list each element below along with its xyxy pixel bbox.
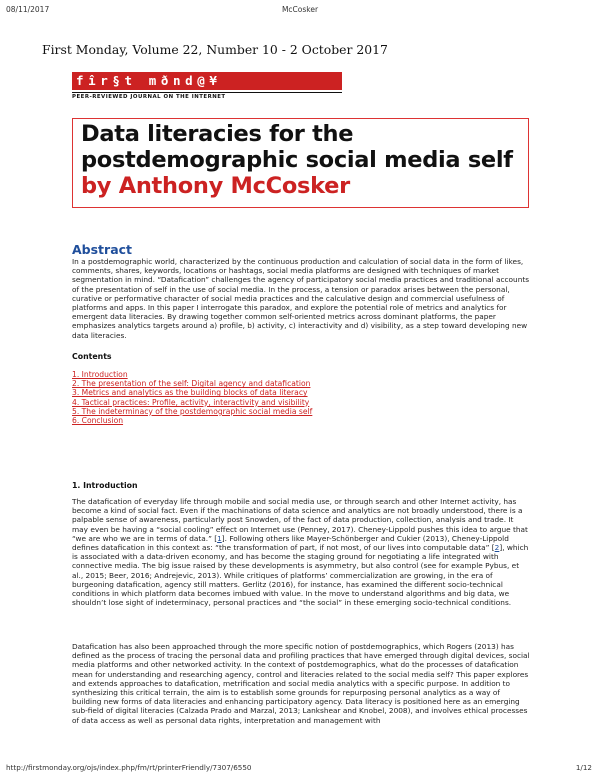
contents-list [72, 370, 312, 425]
abstract-text: In a postdemographic world, characterized by the continuous production and calculation of social data in the form of likes, comments, shares, keywords, locations or hashtags, social media platforms are designed with techniques of market segmentation in mind. “Datafication” challenges the agency of participatory social media practices and traditional accounts of the presentation of self in the use of social media. In the process, a tension or paradox arises between the personal, curative or performative character of social media practices and the calculative design and commercial usefulness of platforms and apps. In this paper I interrogate this paradox, and explore the potential role of metrics and analytics for emergent data literacies. By drawing together common self-oriented metrics across dominant platforms, the paper emphasizes analytics targets around a) profile, b) activity, c) interactivity and d) visibility, as a step toward developing new data literacies. [72, 257, 530, 340]
author-byline: by Anthony McCosker [81, 173, 350, 199]
issue-line: First Monday, Volume 22, Number 10 - 2 October 2017 [42, 42, 388, 57]
article-title-box [72, 118, 529, 208]
intro-text-a: The datafication of everyday life through mobile and social media use, or through search and other Internet activity, has become a kind of social fact. Even if the machinations of data science and analytics are not broadly understood, there is a palpable sense of awareness, particularly post Snowden, of the fact of data production, collection, analysis and trade. It may even be having a “social cooling” effect on Internet use (Penney, 2017). Cheney-Lippold pushes this idea to argue that “we are who we are in terms of data.” [ [72, 497, 528, 543]
print-date: 08/11/2017 [6, 5, 50, 14]
intro-paragraph-2: Datafication has also been approached through the more specific notion of postdemographics, which Rogers (2013) has defined as the process of tracing the personal data and profiling practices that have emerged through digital devices, social media platforms and other networked activity. In the context of postdemographics, what do the processes of datafication mean for understanding and researching agency, control and literacies related to the social media self? This paper explores and extends approaches to datafication, metrification and social media analytics with a specific purpose. In addition to synthesizing this critical terrain, the aim is to establish some grounds for repurposing personal analytics as a way of building new forms of data literacies and enhancing participatory agency. Data literacy is positioned here as an emerging sub-field of digital literacies (Calzada Prado and Marzal, 2013; Lankshear and Knobel, 2008), and involves ethical processes of data access as well as personal data rights, interpretation and management with [72, 642, 530, 725]
section-heading-introduction: 1. Introduction [72, 481, 138, 490]
contents-link-introduction[interactable]: 1. Introduction [72, 370, 128, 379]
page-number: 1/12 [575, 763, 592, 772]
print-header [0, 5, 600, 17]
footer-url: http://firstmonday.org/ojs/index.php/fm/rt/printerFriendly/7307/6550 [6, 763, 252, 772]
footnote-link-2[interactable]: 2 [494, 543, 500, 553]
contents-link-metrics-analytics[interactable]: 3. Metrics and analytics as the building blocks of data literacy [72, 388, 308, 398]
contents-link-conclusion[interactable]: 6. Conclusion [72, 416, 124, 426]
title-line-1: Data literacies for the [81, 121, 354, 147]
print-site-title: McCosker [281, 5, 319, 14]
intro-text-b: ]. Following others like Mayer-Schönberger and Cukier (2013), Cheney-Lippold defines datafication in this context as: “the transformation of part, if not most, of our lives into computable data” [ [72, 533, 509, 553]
logo-mark: fîr§t mðnd@¥ [72, 72, 342, 90]
contents-link-presentation-of-self[interactable]: 2. The presentation of the self: Digital agency and datafication [72, 379, 311, 389]
intro-paragraph-1 [72, 497, 530, 607]
contents-heading: Contents [72, 352, 112, 361]
intro-text-c: ], which is associated with a data-driven economy, and has become the staging ground for negotiating a life integrated with connective media. The big issue raised by these developments is asymmetry, but also control (see for example Pybus, et al., 2015; Beer, 2016; Andrejevic, 2013). While critiques of platforms’ commercialization are growing, in the era of burgeoning datafication, agency still matters. Gerlitz (2016), for instance, has examined the different socio-technical conditions in which platform data becomes imbued with value. In the move to understand algorithms and big data, we shouldn’t lose sight of indeterminacy, personal practices and “the social” in these emerging socio-technical conditions. [72, 543, 529, 608]
contents-link-indeterminacy[interactable]: 5. The indeterminacy of the postdemographic social media self [72, 406, 313, 416]
footnote-link-1[interactable]: 1 [217, 533, 222, 543]
contents-link-tactical-practices[interactable]: 4. Tactical practices: Profile, activity, interactivity and visibility [72, 397, 310, 407]
title-line-2: postdemographic social media self [81, 147, 513, 173]
abstract-heading: Abstract [72, 242, 133, 257]
logo-tagline: PEER-REVIEWED JOURNAL ON THE INTERNET [72, 92, 342, 100]
journal-logo [72, 72, 342, 100]
